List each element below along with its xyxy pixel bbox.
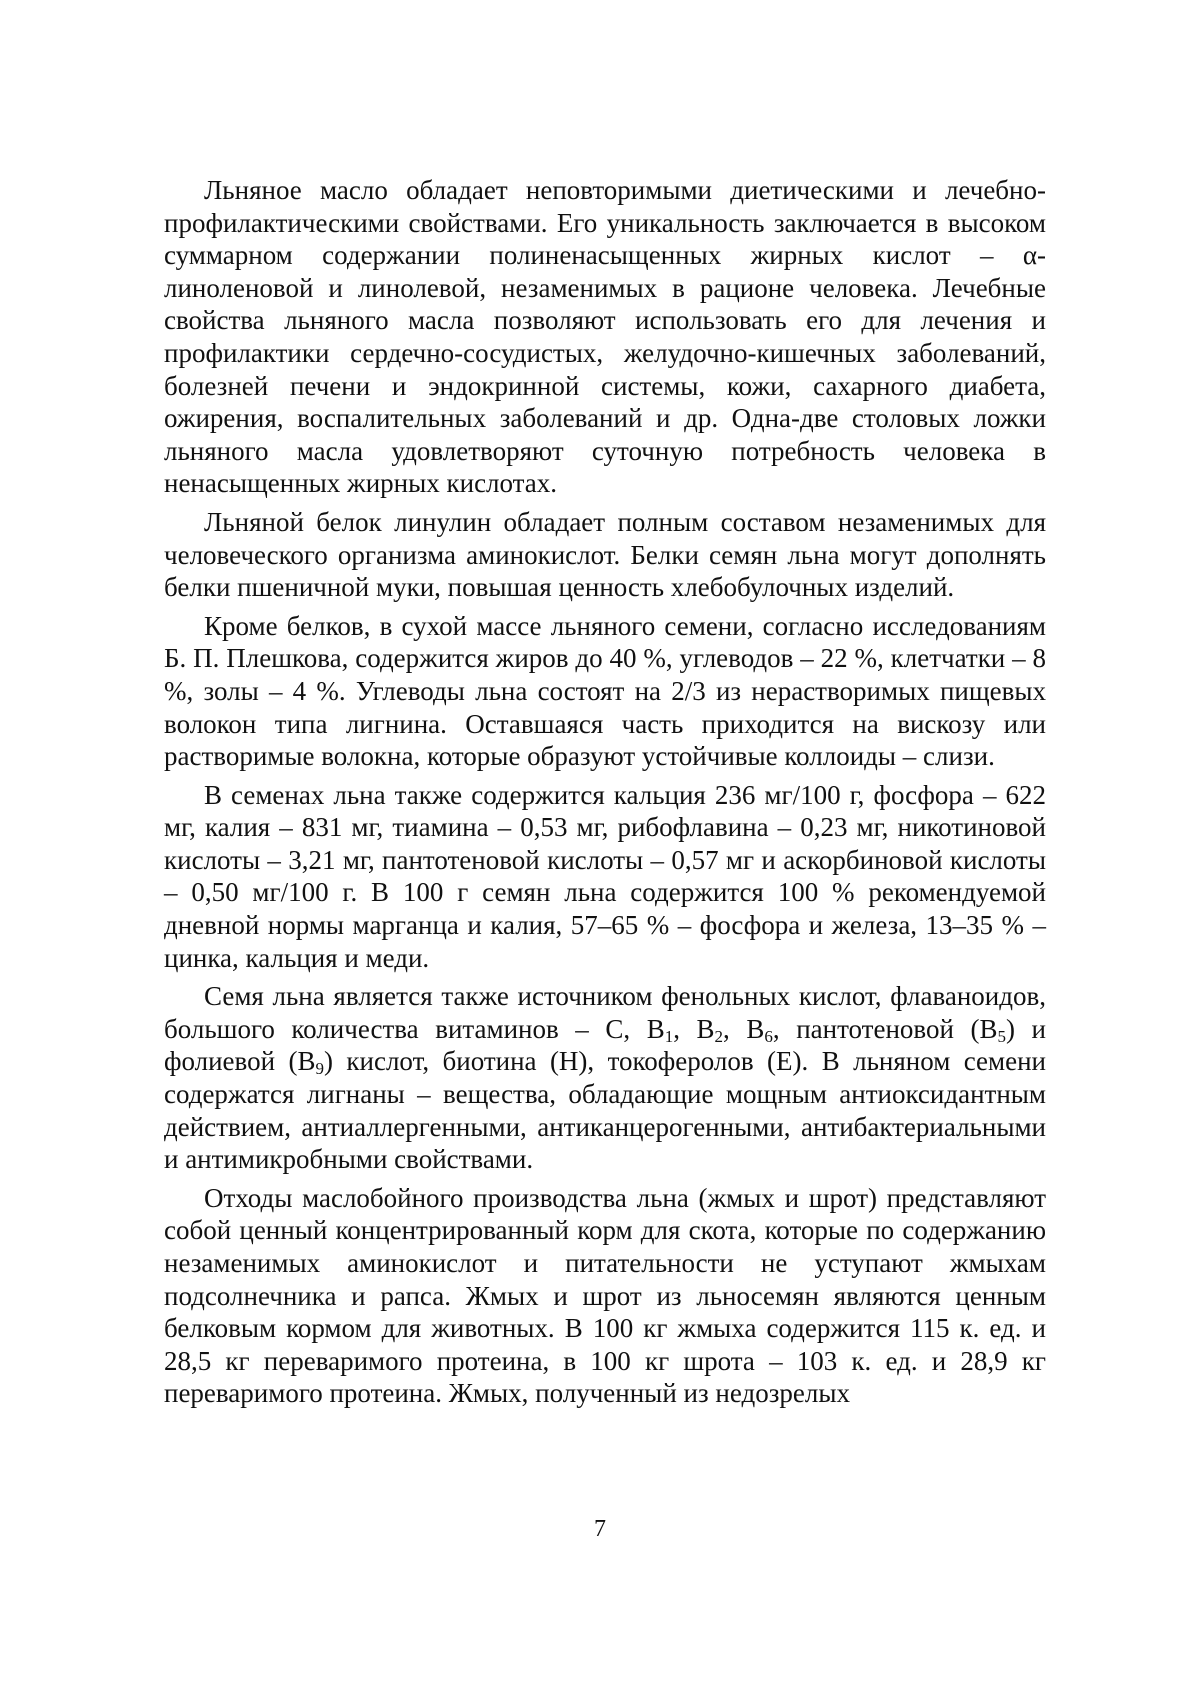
text-segment: Семя льна является также источником фенольных кислот, флаваноидов, большого количества витаминов – С, В	[164, 981, 1046, 1044]
text-segment: ) и фолиевой (В	[164, 1013, 1046, 1077]
body-text	[164, 174, 1046, 1410]
paragraph-oilcake-feed: Отходы маслобойного производства льна (жмых и шрот) представляют собой ценный концентрированный корм для скота, которые по содержанию незаменимых аминокислот и питательности не уступают жмыхам подсолнечника и рапса. Жмых и шрот из льносемян являются ценным белковым кормом для животных. В 100 кг жмыха содержится 115 к. ед. и 28,5 кг переваримого протеина, в 100 кг шрота – 103 к. ед. и 28,9 кг переваримого протеина. Жмых, полученный из недозрелых	[164, 1182, 1046, 1409]
paragraph-seed-composition: Кроме белков, в сухой массе льняного семени, согласно исследованиям Б. П. Плешкова, содержится жиров до 40 %, углеводов – 22 %, клетчатки – 8 %, золы – 4 %. Углеводы льна состоят на 2/3 из нерастворимых пищевых волокон типа лигнина. Оставшаяся часть приходится на вискозу или растворимые волокна, которые образуют устойчивые коллоиды – слизи.	[164, 610, 1046, 772]
text-segment: ) кислот, биотина (Н), токоферолов (Е). В льняном семени содержатся лигнаны – вещества, обладающие мощным антиоксидантным действием, антиаллергенными, антиканцерогенными, антибактериальными и антимикробными свойствами.	[164, 1046, 1046, 1175]
subscript: 2	[714, 1026, 724, 1046]
paragraph-minerals-vitamins: В семенах льна также содержится кальция 236 мг/100 г, фосфора – 622 мг, калия – 831 мг, тиамина – 0,53 мг, рибофлавина – 0,23 мг, никотиновой кислоты – 3,21 мг, пантотеновой кислоты – 0,57 мг и аскорбиновой кислоты – 0,50 мг/100 г. В 100 г семян льна содержится 100 % рекомендуемой дневной нормы марганца и калия, 57–65 % – фосфора и железа, 13–35 % – цинка, кальция и меди.	[164, 779, 1046, 973]
subscript: 5	[997, 1026, 1006, 1046]
text-segment: , пантотеновой (В	[772, 1013, 998, 1044]
paragraph-linulin-protein: Льняной белок линулин обладает полным составом незаменимых для человеческого организма аминокислот. Белки семян льна могут дополнять белки пшеничной муки, повышая ценность хлебобулочных изделий.	[164, 506, 1046, 603]
paragraph-vitamins-lignans	[164, 980, 1046, 1176]
subscript: 1	[664, 1026, 674, 1046]
subscript: 9	[315, 1059, 324, 1079]
paragraph-flax-oil: Льняное масло обладает неповторимыми диетическими и лечебно-профилактическими свойствами. Его уникальность заключается в высоком суммарном содержании полиненасыщенных жирных кислот – α-линоленовой и линолевой, незаменимых в рационе человека. Лечебные свойства льняного масла позволяют использовать его для лечения и профилактики сердечно-сосудистых, желудочно-кишечных заболеваний, болезней печени и эндокринной системы, кожи, сахарного диабета, ожирения, воспалительных заболеваний и др. Одна-две столовых ложки льняного масла удовлетворяют суточную потребность человека в ненасыщенных жирных кислотах.	[164, 175, 1046, 499]
text-segment: , В	[673, 1013, 715, 1044]
subscript: 6	[764, 1026, 773, 1046]
page-number: 7	[594, 1516, 606, 1542]
text-segment: , В	[723, 1013, 765, 1044]
